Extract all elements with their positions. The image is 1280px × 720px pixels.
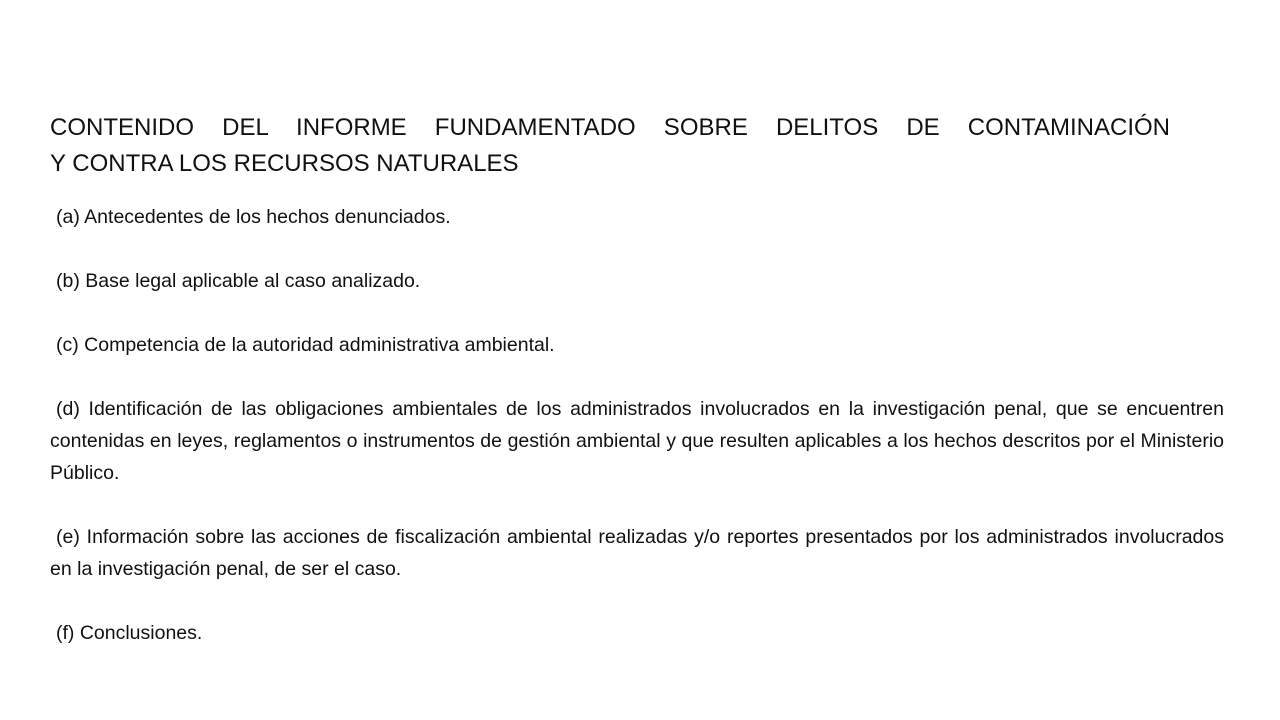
list-item-c xyxy=(50,329,1224,361)
list-item-d xyxy=(50,393,1224,489)
list-item-e xyxy=(50,521,1224,585)
list-item-f-text: (f) Conclusiones. xyxy=(56,622,203,644)
list-item-f xyxy=(50,617,1224,649)
report-contents-list xyxy=(50,201,1224,649)
slide-title-line-2: Y CONTRA LOS RECURSOS NATURALES xyxy=(50,150,519,177)
slide-title xyxy=(50,110,1170,182)
slide-title-line-1: CONTENIDO DEL INFORME FUNDAMENTADO SOBRE DELITOS DE CONTAMINACIÓN xyxy=(50,114,1170,141)
list-item-b xyxy=(50,265,1224,297)
list-item-d-text: (d) Identificación de las obligaciones ambientales de los administrados involucrados en la investigación penal, que se encuentren contenidas en leyes, reglamentos o instrumentos de gestión ambiental y que resulten aplicables a los hechos descritos por el Ministerio Público. xyxy=(50,398,1224,484)
list-item-b-text: (b) Base legal aplicable al caso analizado. xyxy=(56,270,421,292)
list-item-a xyxy=(50,201,1224,233)
list-item-a-text: (a) Antecedentes de los hechos denunciados. xyxy=(56,206,451,228)
list-item-c-text: (c) Competencia de la autoridad administrativa ambiental. xyxy=(56,334,555,356)
list-item-e-text: (e) Información sobre las acciones de fiscalización ambiental realizadas y/o reportes presentados por los administrados involucrados en la investigación penal, de ser el caso. xyxy=(50,526,1224,580)
